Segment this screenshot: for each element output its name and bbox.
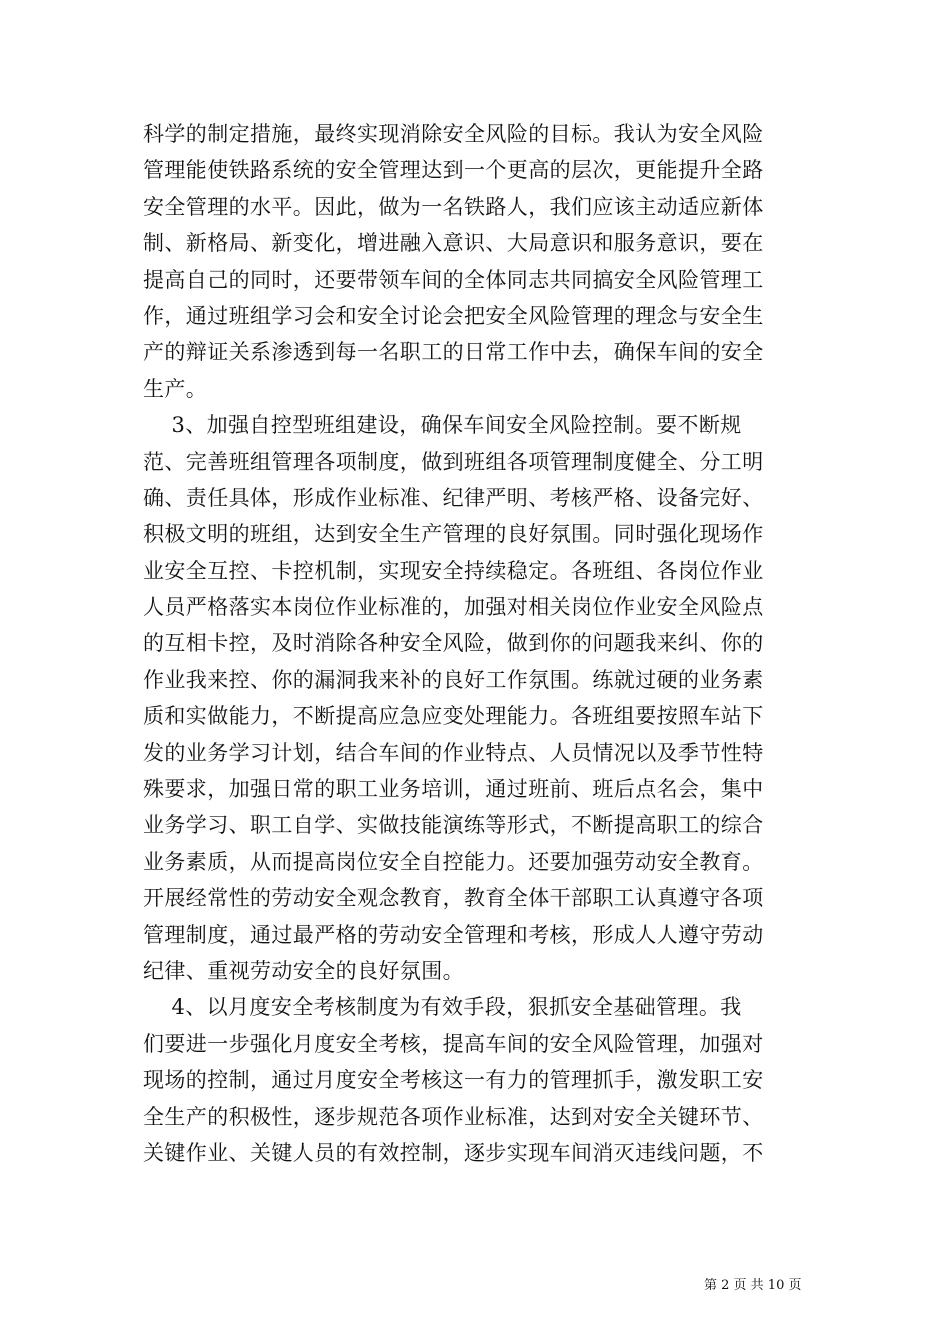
- text-line: 发的业务学习计划，结合车间的作业特点、人员情况以及季节性特: [143, 740, 764, 765]
- text-line: 人员严格落实本岗位作业标准的，加强对相关岗位作业安全风险点: [143, 595, 764, 620]
- text-line: 作，通过班组学习会和安全讨论会把安全风险管理的理念与安全生: [143, 303, 764, 328]
- text-line: 们要进一步强化月度安全考核，提高车间的安全风险管理，加强对: [143, 1031, 764, 1056]
- text-line: 关键作业、关键人员的有效控制，逐步实现车间消灭违线问题，不: [143, 1140, 764, 1165]
- text-line: 业务素质，从而提高岗位安全自控能力。还要加强劳动安全教育。: [143, 849, 764, 874]
- text-line: 安全管理的水平。因此，做为一名铁路人，我们应该主动适应新体: [143, 194, 764, 219]
- text-line: 产的辩证关系渗透到每一名职工的日常工作中去，确保车间的安全: [143, 340, 764, 365]
- text-line: 生产。: [143, 376, 208, 401]
- text-line: 全生产的积极性，逐步规范各项作业标准，达到对安全关键环节、: [143, 1104, 764, 1129]
- text-line: 现场的控制，通过月度安全考核这一有力的管理抓手，激发职工安: [143, 1068, 764, 1093]
- text-line: 业务学习、职工自学、实做技能演练等形式，不断提高职工的综合: [143, 813, 764, 838]
- text-line: 确、责任具体，形成作业标准、纪律严明、考核严格、设备完好、: [143, 485, 764, 510]
- page-number-footer: 第 2 页 共 10 页: [704, 1278, 802, 1293]
- text-line: 积极文明的班组，达到安全生产管理的良好氛围。同时强化现场作: [143, 522, 764, 547]
- text-line: 4、以月度安全考核制度为有效手段，狠抓安全基础管理。我: [143, 995, 742, 1020]
- text-line: 提高自己的同时，还要带领车间的全体同志共同搞安全风险管理工: [143, 267, 764, 292]
- text-line: 科学的制定措施，最终实现消除安全风险的目标。我认为安全风险: [143, 122, 764, 146]
- text-line: 制、新格局、新变化，增进融入意识、大局意识和服务意识，要在: [143, 231, 764, 256]
- text-line: 的互相卡控，及时消除各种安全风险，做到你的问题我来纠、你的: [143, 631, 764, 656]
- text-line: 开展经常性的劳动安全观念教育，教育全体干部职工认真遵守各项: [143, 886, 764, 911]
- document-body: [143, 116, 807, 1171]
- text-line: 质和实做能力，不断提高应急应变处理能力。各班组要按照车站下: [143, 704, 764, 729]
- text-line: 纪律、重视劳动安全的良好氛围。: [143, 958, 464, 983]
- text-line: 业安全互控、卡控机制，实现安全持续稳定。各班组、各岗位作业: [143, 558, 764, 583]
- text-line: 管理制度，通过最严格的劳动安全管理和考核，形成人人遵守劳动: [143, 922, 764, 947]
- text-line: 殊要求，加强日常的职工业务培训，通过班前、班后点名会，集中: [143, 777, 764, 802]
- text-line: 范、完善班组管理各项制度，做到班组各项管理制度健全、分工明: [143, 449, 764, 474]
- text-line: 管理能使铁路系统的安全管理达到一个更高的层次，更能提升全路: [143, 158, 764, 183]
- text-line: 3、加强自控型班组建设，确保车间安全风险控制。要不断规: [143, 413, 742, 438]
- text-line: 作业我来控、你的漏洞我来补的良好工作氛围。练就过硬的业务素: [143, 667, 764, 692]
